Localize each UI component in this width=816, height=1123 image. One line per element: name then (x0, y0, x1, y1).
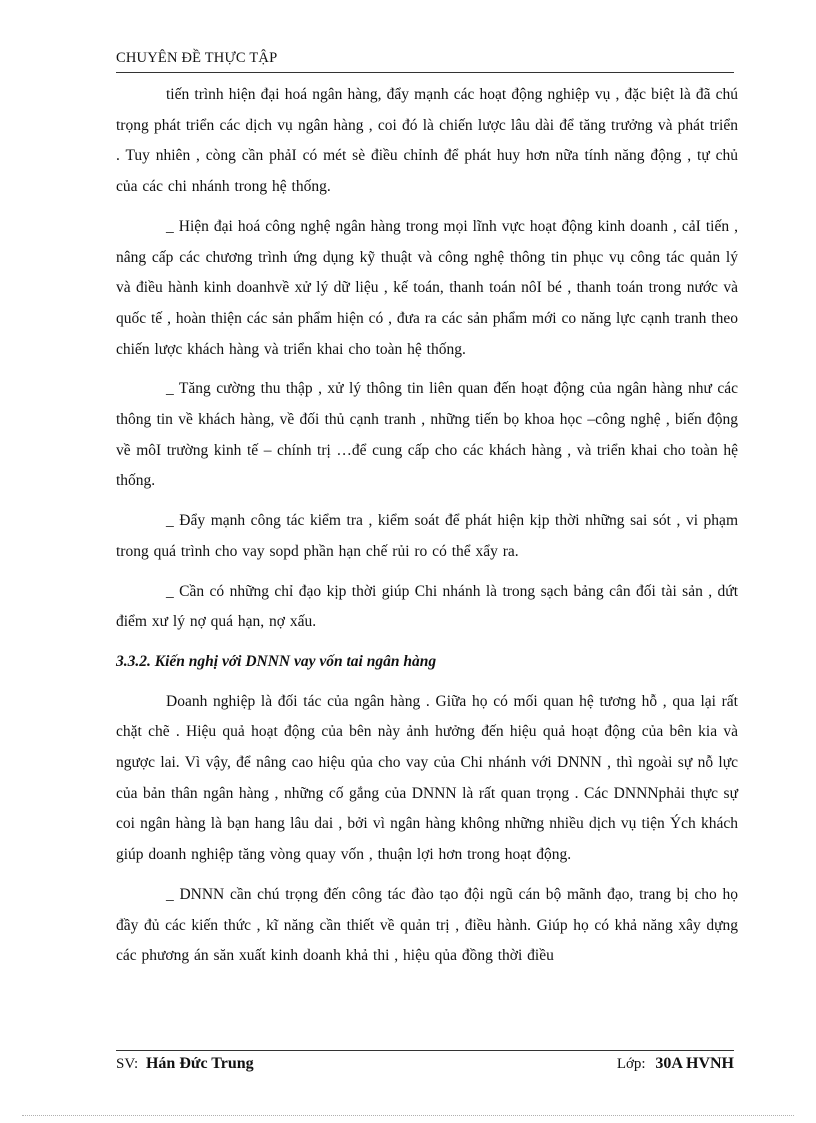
footer-student-name: Hán Đức Trung (145, 1055, 254, 1072)
page-bottom-border (22, 1115, 794, 1116)
section-heading: 3.3.2. Kiến nghị với DNNN vay vốn tai ngân hàng (116, 652, 437, 670)
footer-class-label: Lớp: (616, 1056, 646, 1072)
footer-class (617, 1055, 734, 1073)
paragraph-enterprise-partner: Doanh nghiệp là đối tác của ngân hàng . Giữa họ có mối quan hệ tương hỗ , qua lại rất chặt chẽ . Hiệu quả hoạt động của bên này ảnh hưởng đến hiệu quả hoạt động của bên kia và ngược lai. Vì vậy, để nâng cao hiệu qủa cho vay của Chi nhánh với DNNN , thì ngoài sự nỗ lực của bản thân ngân hàng , những cố gắng của DNNN là rất quan trọng . Các DNNNphải thực sự coi ngân hàng là bạn hang lâu dai , bởi vì ngân hàng không những nhiều dịch vụ tiện Ých khách giúp doanh nghiệp tăng vòng quay vốn , thuận lợi hơn trong hoạt động. (116, 692, 738, 864)
paragraph-balance-sheet: _ Cần có những chỉ đạo kịp thời giúp Chi nhánh là trong sạch bảng cân đối tài sản , dứt điểm xư lý nợ quá hạn, nợ xấu. (116, 582, 738, 631)
document-body (116, 80, 738, 981)
page-header (116, 50, 734, 73)
paragraph-information: _ Tăng cường thu thập , xử lý thông tin liên quan đến hoạt động của ngân hàng như các thông tin về khách hàng, về đối thủ cạnh tranh , những tiến bọ khoa học –công nghệ , biến động về môI trường kinh tế – chính trị …để cung cấp cho các khách hàng , và triển khai cho toàn hệ thống. (116, 380, 738, 490)
paragraph-training: _ DNNN cần chú trọng đến công tác đào tạo đội ngũ cán bộ mãnh đạo, trang bị cho họ đầy đủ các kiến thức , kĩ năng cần thiết về quản trị , điều hành. Giúp họ có khả năng xây dựng các phương án săn xuất kinh doanh khả thi , hiệu qủa đồng thời điều (116, 885, 738, 965)
footer-student (116, 1055, 254, 1073)
paragraph-inspection: _ Đẩy mạnh công tác kiểm tra , kiểm soát để phát hiện kịp thời những sai sót , vi phạm trong quá trình cho vay sopd phần hạn chế rủi ro có thể xẩy ra. (116, 512, 738, 560)
page-footer (116, 1050, 734, 1073)
header-title: CHUYÊN ĐỀ THỰC TẬP (116, 50, 278, 66)
paragraph-technology: _ Hiện đại hoá công nghệ ngân hàng trong mọi lĩnh vực hoạt động kinh doanh , cảI tiến , nâng cấp các chương trình ứng dụng kỹ thuật và công nghệ thông tin phục vụ công tác quản lý và điều hành kinh doanhvề xử lý dữ liệu , kế toán, thanh toán nôI bé , thanh toán trong nước và quốc tế , hoàn thiện các sản phẩm hiện có , đưa ra các sản phẩm mới co năng lực cạnh tranh theo chiến lược khách hàng và triển khai cho toàn hệ thống. (116, 217, 738, 358)
footer-class-name: 30A HVNH (655, 1055, 734, 1072)
paragraph-banking-modernization: tiến trình hiện đại hoá ngân hàng, đẩy mạnh các hoạt động nghiệp vụ , đặc biệt là đã chú trọng phát triển các dịch vụ ngân hàng , coi đó là chiến lược lâu dài để tăng trưởng và phát triển . Tuy nhiên , còng cần phảI có mét sè điều chỉnh để phát huy hơn nữa tính năng động , tự chủ của các chi nhánh trong hệ thống. (116, 86, 738, 196)
footer-student-label: SV: (116, 1056, 139, 1072)
